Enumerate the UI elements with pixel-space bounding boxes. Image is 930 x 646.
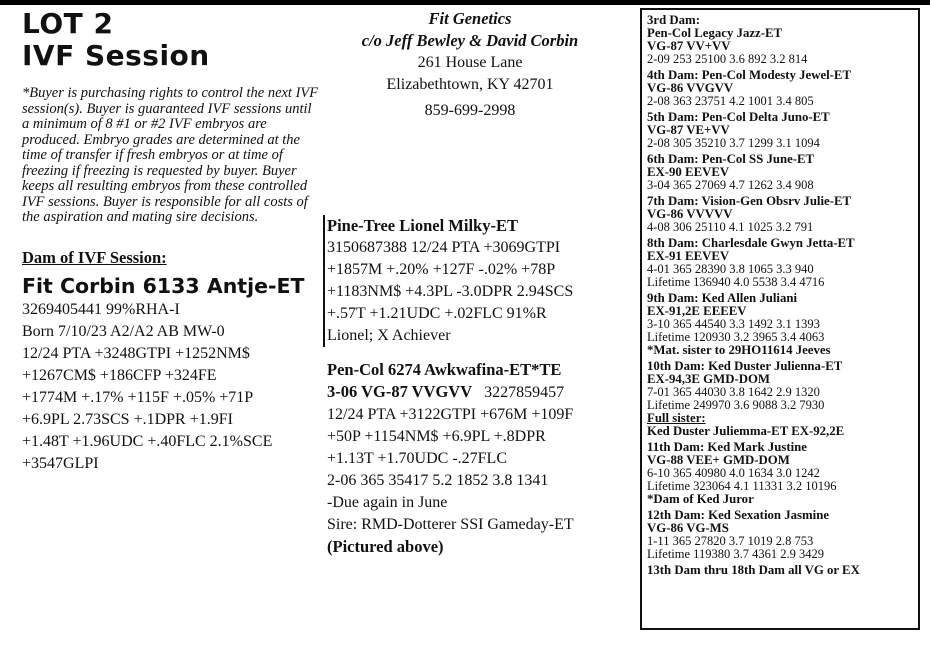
sire-two-line: -Due again in June [327,494,448,511]
dam-classification: VG-88 VEE+ GMD-DOM [647,453,790,467]
sire-two-name: Pen-Col 6274 Awkwafina-ET*TE [327,360,562,379]
pedigree-entry [647,69,913,108]
sire-one-line: 3150687388 12/24 PTA +3069GTPI [327,239,561,256]
pedigree-entry [647,292,913,357]
dam-line: Born 7/10/23 A2/A2 AB MW-0 [22,322,225,340]
dam-lifetime: Lifetime 136940 4.0 5538 3.4 4716 [647,275,825,289]
dam-record: 6-10 365 40980 4.0 1634 3.0 1242 [647,466,820,480]
sire-one-line: +1857M +.20% +127F -.02% +78P [327,261,556,278]
dam-record: 7-01 365 44030 3.8 1642 2.9 1320 [647,385,820,399]
full-sister-name: Ked Duster Juliemma-ET EX-92,2E [647,424,845,438]
sire-one-line: Lionel; X Achiever [327,327,451,344]
dam-heading: 12th Dam: Ked Sexation Jasmine [647,508,829,522]
sire-two-line: +50P +1154NM$ +6.9PL +.8DPR [327,428,546,445]
sire-one-line: +.57T +1.21UDC +.02FLC 91%R [327,305,547,322]
care-of: c/o Jeff Bewley & David Corbin [361,31,579,50]
address-line-1: 261 House Lane [417,54,523,71]
dam-record: 2-08 305 35210 3.7 1299 3.1 1094 [647,136,820,150]
dam-heading: 10th Dam: Ked Duster Julienna-ET [647,359,843,373]
dam-line: +1.48T +1.96UDC +.40FLC 2.1%SCE [22,432,273,450]
sire-two [327,359,627,558]
pedigree-entry [647,14,913,66]
dam-classification: EX-91 EEVEV [647,249,730,263]
dam-lifetime: Lifetime 249970 3.6 9088 3.2 7930 [647,398,825,412]
dam-heading: 8th Dam: Charlesdale Gwyn Jetta-ET [647,236,855,250]
dam-record: 3-10 365 44540 3.3 1492 3.1 1393 [647,317,820,331]
dam-record: 3-04 365 27069 4.7 1262 3.4 908 [647,178,814,192]
pictured-note: (Pictured above) [327,537,444,556]
dam-classification: VG-87 VE+VV [647,123,730,137]
dam-record: 2-09 253 25100 3.6 892 3.2 814 [647,52,808,66]
dam-line: +6.9PL 2.73SCS +.1DPR +1.9FI [22,410,233,428]
pedigree-entry [647,195,913,234]
sire-one [323,215,627,347]
full-sister-label: Full sister: [647,411,706,425]
sire-two-line: +1.13T +1.70UDC -.27FLC [327,450,507,467]
sire-two-classification: 3-06 VG-87 VVGVV [327,382,473,401]
dam-name: Pen-Col Legacy Jazz-ET [647,26,783,40]
dam-heading: 6th Dam: Pen-Col SS June-ET [647,152,815,166]
dam-label: Dam of IVF Session: [22,247,167,267]
dam-heading: 4th Dam: Pen-Col Modesty Jewel-ET [647,68,852,82]
dam-heading: 7th Dam: Vision-Gen Obsrv Julie-ET [647,194,852,208]
dam-heading: 3rd Dam: [647,13,700,27]
dam-classification: VG-86 VVVVV [647,207,733,221]
sire-two-line: 2-06 365 35417 5.2 1852 3.8 1341 [327,472,549,489]
pedigree-entry [647,237,913,289]
dam-heading: 5th Dam: Pen-Col Delta Juno-ET [647,110,830,124]
company-name: Fit Genetics [428,9,512,28]
mating-sires [327,215,627,558]
dam-classification: VG-87 VV+VV [647,39,731,53]
pedigree-entry [647,111,913,150]
dam-line: 12/24 PTA +3248GTPI +1252NM$ [22,344,250,362]
address-line-2: Elizabethtown, KY 42701 [386,76,554,93]
dam-classification: VG-86 VVGVV [647,81,734,95]
lot-column [22,8,322,475]
pedigree-entry [647,153,913,192]
dam-record: 2-08 363 23751 4.2 1001 3.4 805 [647,94,814,108]
dam-classification: EX-91,2E EEEEV [647,304,747,318]
top-rule [0,0,930,5]
sire-two-line: 12/24 PTA +3122GTPI +676M +109F [327,406,574,423]
lot-number: LOT 2 [22,7,114,40]
sire-two-id: 3227859457 [484,384,565,401]
pedigree-entry [647,441,913,506]
dam-line: +1774M +.17% +115F +.05% +71P [22,388,254,406]
dam-lifetime: Lifetime 323064 4.1 11331 3.2 10196 [647,479,837,493]
dam-record: 4-01 365 28390 3.8 1065 3.3 940 [647,262,814,276]
consignor-contact [330,8,610,122]
dam-line: +3547GLPI [22,454,99,472]
dam-name: Fit Corbin 6133 Antje-ET [22,273,305,298]
dam-lifetime: Lifetime 120930 3.2 3965 3.4 4063 [647,330,825,344]
dam-classification: EX-94,3E GMD-DOM [647,372,770,386]
dam-line: 3269405441 99%RHA-I [22,300,180,318]
sire-two-class-line [327,381,627,404]
pedigree-footer: 13th Dam thru 18th Dam all VG or EX [647,563,860,577]
pedigree-box [640,8,920,630]
sire-two-line: Sire: RMD-Dotterer SSI Gameday-ET [327,516,574,533]
dam-line: +1267CM$ +186CFP +324FE [22,366,217,384]
dam-note: *Mat. sister to 29HO11614 Jeeves [647,343,831,357]
dam-classification: VG-86 VG-MS [647,521,729,535]
dam-heading: 11th Dam: Ked Mark Justine [647,440,807,454]
dam-heading: 9th Dam: Ked Allen Juliani [647,291,798,305]
dam-record: 1-11 365 27820 3.7 1019 2.8 753 [647,534,814,548]
pedigree-entry [647,360,913,438]
sire-one-line: +1183NM$ +4.3PL -3.0DPR 2.94SCS [327,283,574,300]
lot-title: IVF Session [22,39,210,72]
dam-record: 4-08 306 25110 4.1 1025 3.2 791 [647,220,814,234]
phone-number: 859-699-2998 [424,102,516,119]
sire-one-name: Pine-Tree Lionel Milky-ET [327,216,518,235]
dam-classification: EX-90 EEVEV [647,165,730,179]
dam-note: *Dam of Ked Juror [647,492,754,506]
dam-lifetime: Lifetime 119380 3.7 4361 2.9 3429 [647,547,824,561]
purchase-terms: *Buyer is purchasing rights to control the next IVF session(s). Buyer is guaranteed IVF sessions until a minimum of 8 #1 or #2 IVF embryos are produced. Embryo grades are determined at the time of transfer if fresh embryos or at time of freezing if freezing is requested by buyer. Buyer keeps all resulting embryos from these controlled IVF sessions. Buyer is responsible for all costs of the aspiration and mating sire decisions. [22,85,319,225]
pedigree-entry [647,509,913,561]
dam-details [22,299,322,475]
